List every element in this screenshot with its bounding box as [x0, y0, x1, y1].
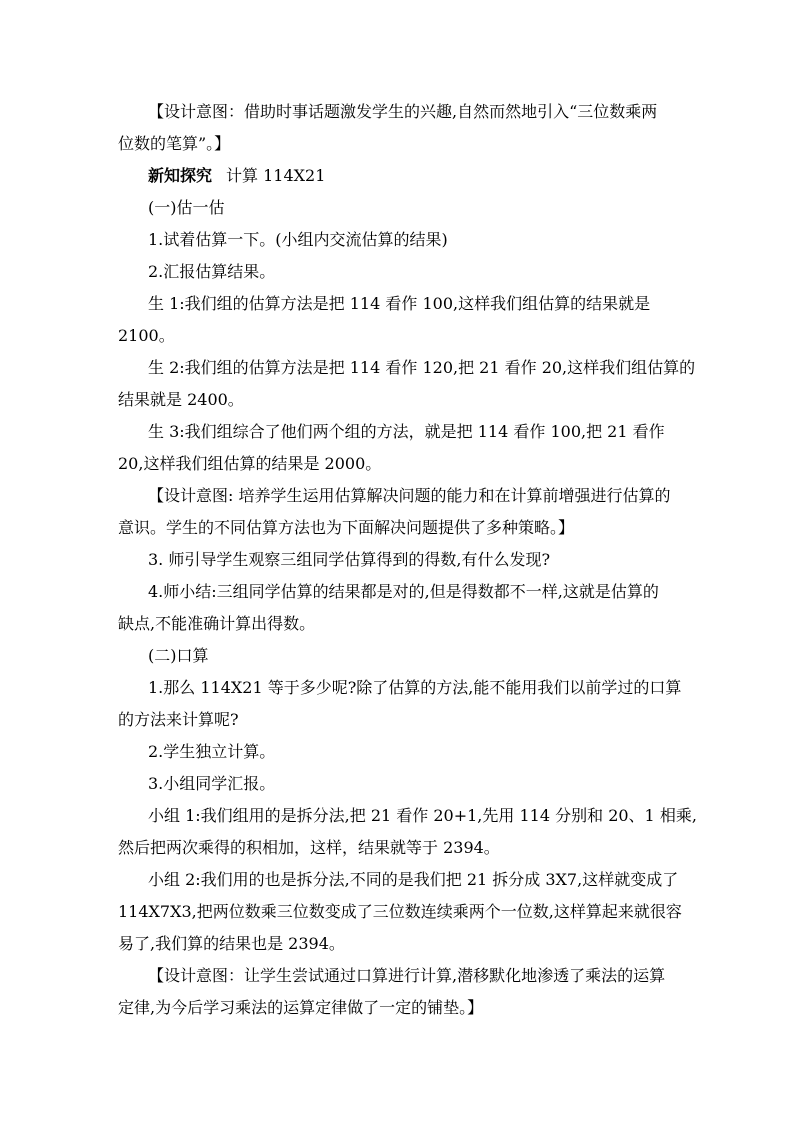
paragraph-line: 缺点,不能准确计算出得数。 [118, 614, 316, 633]
paragraph-line: 20,这样我们组估算的结果是 2000。 [118, 454, 382, 473]
paragraph-line: 生 3:我们组综合了他们两个组的方法，就是把 114 看作 100,把 21 看作 [148, 422, 665, 441]
paragraph-line: 1.试着估算一下。(小组内交流估算的结果) [148, 230, 448, 249]
section-label: 新知探究 [148, 166, 213, 185]
paragraph-line: 3.小组同学汇报。 [148, 774, 276, 793]
paragraph-line: 易了,我们算的结果也是 2394。 [118, 934, 345, 953]
intent-line: 【设计意图：让学生尝试通过口算进行计算,潜移默化地渗透了乘法的运算 [148, 966, 666, 985]
subsection-heading: (二)口算 [148, 646, 209, 665]
paragraph-line: 4.师小结:三组同学估算的结果都是对的,但是得数都不一样,这就是估算的 [148, 582, 659, 601]
paragraph-line: 小组 1:我们组用的是拆分法,把 21 看作 20+1,先用 114 分别和 20、1 相乘, [148, 806, 697, 825]
section-heading [148, 166, 325, 186]
paragraph-line: 2100。 [118, 326, 175, 345]
intent-line: 定律,为今后学习乘法的运算定律做了一定的铺垫。】 [118, 998, 484, 1017]
intent-line: 位数的笔算”。】 [118, 134, 231, 153]
subsection-heading: (一)估一估 [148, 198, 225, 217]
paragraph-line: 然后把两次乘得的积相加，这样，结果就等于 2394。 [118, 838, 500, 857]
paragraph-line: 114X7X3,把两位数乘三位数变成了三位数连续乘两个一位数,这样算起来就很容 [118, 902, 682, 921]
paragraph-line: 1.那么 114X21 等于多少呢?除了估算的方法,能不能用我们以前学过的口算 [148, 678, 682, 697]
paragraph-line: 生 2:我们组的估算方法是把 114 看作 120,把 21 看作 20,这样我们组估算的 [148, 358, 696, 377]
paragraph-line: 2.学生独立计算。 [148, 742, 276, 761]
paragraph-line: 的方法来计算呢? [118, 710, 239, 729]
intent-line: 【设计意图：借助时事话题激发学生的兴趣,自然而然地引入“三位数乘两 [148, 102, 658, 121]
paragraph-line: 小组 2:我们用的也是拆分法,不同的是我们把 21 拆分成 3X7,这样就变成了 [148, 870, 679, 889]
section-topic: 计算 114X21 [226, 166, 326, 185]
intent-line: 【设计意图: 培养学生运用估算解决问题的能力和在计算前增强进行估算的 [148, 486, 671, 505]
paragraph-line: 3. 师引导学生观察三组同学估算得到的得数,有什么发现? [148, 550, 551, 569]
paragraph-line: 结果就是 2400。 [118, 390, 244, 409]
intent-line: 意识。学生的不同估算方法也为下面解决问题提供了多种策略。】 [118, 518, 575, 537]
paragraph-line: 生 1:我们组的估算方法是把 114 看作 100,这样我们组估算的结果就是 [148, 294, 651, 313]
paragraph-line: 2.汇报估算结果。 [148, 262, 276, 281]
